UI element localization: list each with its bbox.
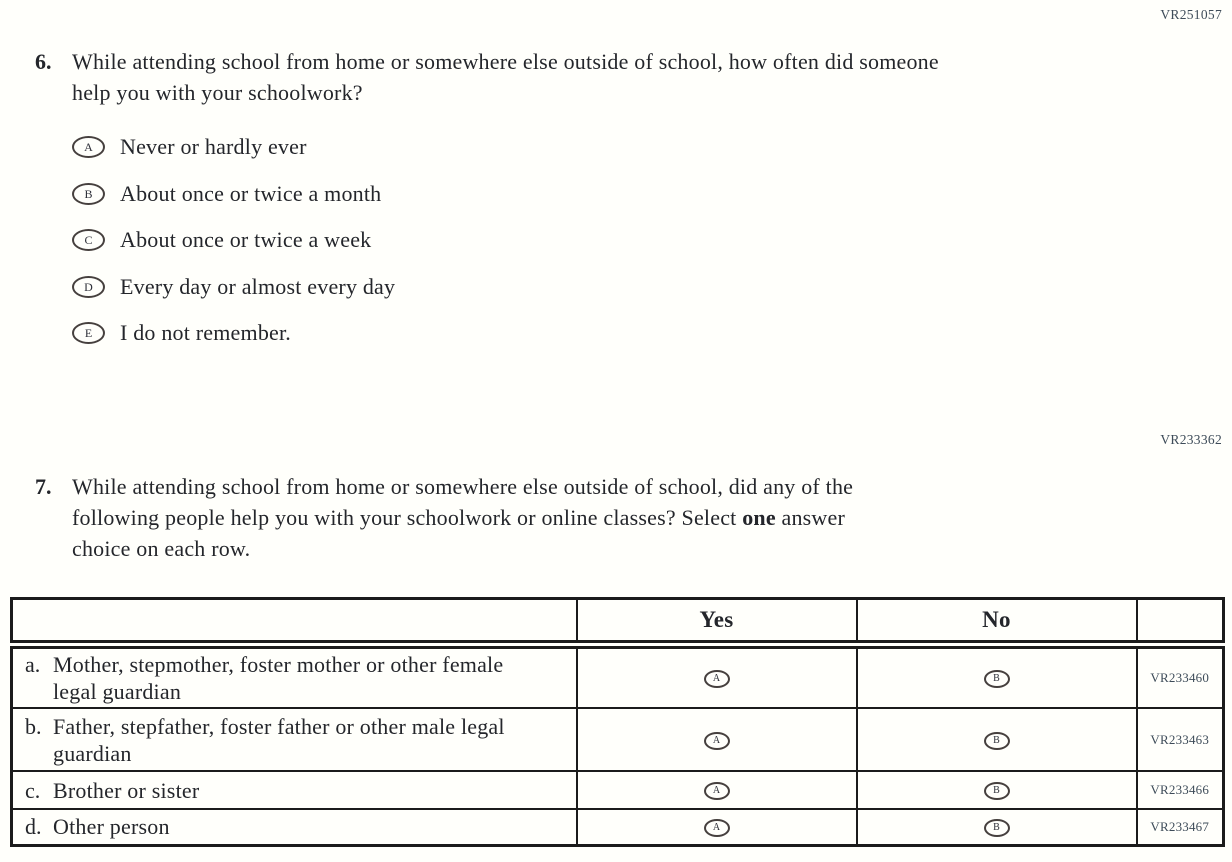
row-c-item-cell: [12, 771, 577, 809]
row-b-label: Father, stepfather, foster father or other male legal guardian: [53, 713, 505, 766]
row-d-label: Other person: [53, 814, 170, 840]
row-b-yes-bubble[interactable]: [704, 732, 730, 750]
question-6-text: [72, 46, 939, 108]
row-c-yes-letter: A: [712, 785, 721, 796]
question-7-text-line3: choice on each row.: [72, 536, 251, 561]
row-a-label: Mother, stepmother, foster mother or other female legal guardian: [53, 652, 504, 704]
q7-accession-code: VR233362: [1160, 432, 1222, 447]
row-c-yes-cell: [577, 771, 857, 809]
row-d-code: VR233467: [1137, 809, 1224, 845]
row-b-yes-letter: A: [712, 734, 721, 746]
q6-option-d: [72, 264, 1202, 311]
q6-option-e-bubble[interactable]: [72, 322, 105, 344]
row-d-no-bubble[interactable]: [984, 819, 1010, 837]
q6-option-b-letter: B: [84, 186, 93, 201]
q6-accession-code: VR251057: [1160, 7, 1222, 22]
row-a-letter: a.: [25, 652, 41, 677]
question-7: [35, 471, 1202, 564]
header-yes: Yes: [577, 599, 857, 645]
question-7-text: [72, 471, 853, 564]
row-b-yes-cell: [577, 708, 857, 771]
table-row-father: [12, 708, 1224, 771]
q6-option-e-letter: E: [84, 326, 93, 341]
q6-option-c: [72, 217, 1202, 264]
row-d-yes-letter: A: [712, 821, 721, 833]
q6-option-a-bubble[interactable]: [72, 136, 105, 158]
q6-option-a-letter: A: [84, 140, 93, 155]
q6-option-c-bubble[interactable]: [72, 229, 105, 251]
row-d-no-cell: [857, 809, 1137, 845]
q6-option-d-bubble[interactable]: [72, 276, 105, 298]
q6-option-a-label: Never or hardly ever: [120, 134, 307, 160]
row-c-no-letter: B: [993, 785, 1000, 796]
q6-option-b-label: About once or twice a month: [120, 180, 382, 206]
row-c-code: VR233466: [1137, 771, 1224, 809]
row-c-label: Brother or sister: [53, 777, 200, 803]
row-c-no-cell: [857, 771, 1137, 809]
row-a-yes-cell: [577, 645, 857, 709]
row-b-item-cell: [12, 708, 577, 771]
q7-answer-table: [10, 597, 1225, 847]
row-b-no-cell: [857, 708, 1137, 771]
row-a-no-bubble[interactable]: [984, 670, 1010, 688]
row-a-yes-letter: A: [712, 673, 721, 684]
q6-option-b: [72, 171, 1202, 218]
row-a-yes-bubble[interactable]: [704, 670, 730, 688]
q6-option-d-label: Every day or almost every day: [120, 273, 396, 299]
question-7-text-line2: [72, 502, 853, 533]
row-a-code: VR233460: [1137, 645, 1224, 709]
question-6-text-line2: help you with your schoolwork?: [72, 80, 363, 105]
row-c-yes-bubble[interactable]: [704, 782, 730, 800]
row-d-yes-bubble[interactable]: [704, 819, 730, 837]
table-row-mother: [12, 645, 1224, 709]
row-b-letter: b.: [25, 713, 42, 739]
row-d-letter: d.: [25, 814, 42, 840]
row-d-yes-cell: [577, 809, 857, 845]
row-a-no-cell: [857, 645, 1137, 709]
header-item-blank: [12, 599, 577, 645]
row-b-no-bubble[interactable]: [984, 732, 1010, 750]
question-6-number: 6.: [35, 49, 52, 74]
q6-options-list: [72, 124, 1202, 357]
table-header-row: [12, 599, 1224, 645]
q6-option-c-label: About once or twice a week: [120, 227, 372, 253]
row-c-no-bubble[interactable]: [984, 782, 1010, 800]
q6-option-d-letter: D: [84, 279, 93, 294]
row-a-no-letter: B: [993, 673, 1000, 684]
question-6: [35, 46, 1202, 357]
row-d-item-cell: [12, 809, 577, 845]
q6-option-e: [72, 310, 1202, 357]
q7-line2-after: answer: [775, 505, 846, 530]
row-b-no-letter: B: [993, 734, 1000, 746]
q7-line2-bold-one: one: [742, 505, 776, 530]
table-row-other-person: [12, 809, 1224, 845]
q6-option-c-letter: C: [84, 233, 93, 248]
row-d-no-letter: B: [993, 821, 1000, 833]
q6-option-e-label: I do not remember.: [120, 320, 291, 346]
header-no: No: [857, 599, 1137, 645]
row-b-code: VR233463: [1137, 708, 1224, 771]
question-6-text-line1: While attending school from home or somewhere else outside of school, how often did someone: [72, 49, 939, 74]
table-row-brother-sister: [12, 771, 1224, 809]
q7-line2-before: following people help you with your schoolwork or online classes? Select: [72, 505, 743, 530]
question-7-number: 7.: [35, 474, 52, 499]
q6-option-b-bubble[interactable]: [72, 183, 105, 205]
question-7-text-line1: While attending school from home or somewhere else outside of school, did any of the: [72, 474, 854, 499]
row-a-item-cell: [12, 645, 577, 709]
header-code-blank: [1137, 599, 1224, 645]
q6-option-a: [72, 124, 1202, 171]
row-c-letter: c.: [25, 777, 41, 803]
